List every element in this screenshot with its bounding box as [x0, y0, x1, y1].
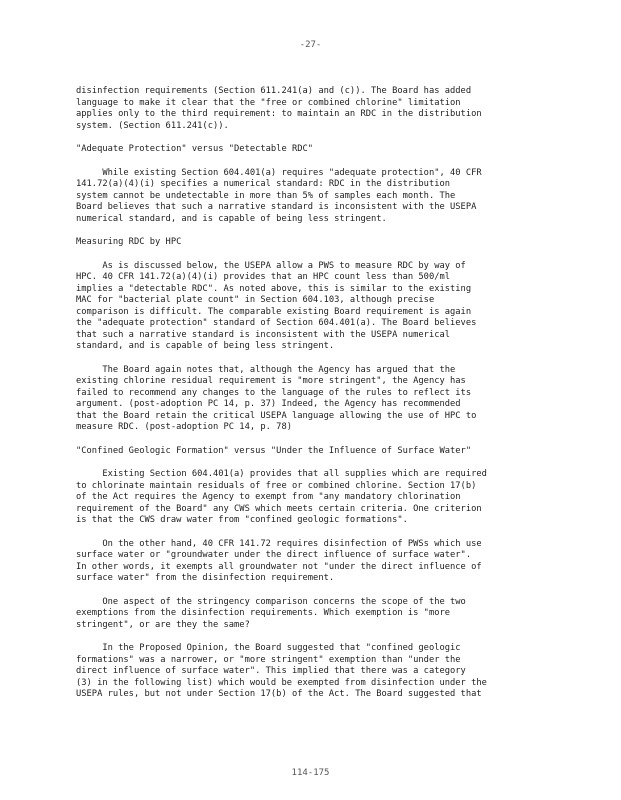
section-heading [76, 237, 556, 249]
text-line: that such a narrative standard is inconsistent with the USEPA numerical [76, 329, 451, 340]
text-line: measure RDC. (post-adoption PC 14, p. 78) [76, 422, 292, 432]
text-line: language to make it clear that the "free or combined chlorine" limitation [76, 97, 461, 108]
text-line: As is discussed below, the USEPA allow a PWS to measure RDC by way of [76, 260, 466, 271]
text-line: MAC for "bacterial plate count" in Section 604.103, although precise [76, 295, 435, 305]
text-line: requirement of the Board" any CWS which meets certain criteria. One criterion [76, 503, 482, 514]
paragraph [76, 643, 556, 701]
text-line: (3) in the following list) which would be exempted from disinfection under the [76, 677, 487, 688]
text-line: that the Board retain the critical USEPA language allowing the use of HPC to [76, 410, 477, 421]
document-body [76, 86, 556, 713]
text-line: Existing Section 604.401(a) provides that all supplies which are required [76, 469, 487, 479]
text-line: 141.72(a)(4)(i) specifies a numerical standard: RDC in the distribution [76, 179, 451, 189]
text-line: USEPA rules, but not under Section 17(b) of the Act. The Board suggested that [76, 689, 482, 699]
text-line: of the Act requires the Agency to exempt from "any mandatory chlorination [76, 492, 461, 502]
text-line: is that the CWS draw water from "confined geologic formations". [76, 515, 408, 525]
text-line: failed to recommend any changes to the language of the rules to reflect its [76, 387, 472, 398]
text-line: On the other hand, 40 CFR 141.72 requires disinfection of PWSs which use [76, 538, 482, 549]
text-line: existing chlorine residual requirement is "more stringent", the Agency has [76, 376, 466, 386]
text-line: numerical standard, and is capable of being less stringent. [76, 213, 387, 224]
text-line: disinfection requirements (Section 611.241(a) and (c)). The Board has added [76, 86, 472, 96]
section-heading [76, 446, 556, 458]
text-line: argument. (post-adoption PC 14, p. 37) Indeed, the Agency has recommended [76, 399, 461, 409]
text-line: standard, and is capable of being less stringent. [76, 341, 335, 351]
paragraph [76, 597, 556, 632]
paragraph [76, 168, 556, 226]
text-line: surface water" from the disinfection requirement. [76, 573, 335, 583]
text-line: stringent", or are they the same? [76, 619, 250, 630]
text-line: to chlorinate maintain residuals of free or combined chlorine. Section 17(b) [76, 480, 477, 491]
text-line: One aspect of the stringency comparison concerns the scope of the two [76, 596, 466, 607]
text-line: The Board again notes that, although the Agency has argued that the [76, 364, 456, 375]
text-line: system cannot be undetectable in more than 5% of samples each month. The [76, 190, 456, 201]
text-line: formations" was a narrower, or "more stringent" exemption than "under the [76, 654, 461, 665]
text-line: comparison is difficult. The comparable existing Board requirement is again [76, 306, 472, 317]
section-heading [76, 144, 556, 156]
text-line: "Adequate Protection" versus "Detectable RDC" [76, 144, 314, 154]
text-line: implies a "detectable RDC". As noted above, this is similar to the existing [76, 283, 472, 294]
text-line: In other words, it exempts all groundwater not "under the direct influence of [76, 561, 482, 572]
text-line: While existing Section 604.401(a) requires "adequate protection", 40 CFR [76, 167, 482, 178]
text-line: system. (Section 611.241(c)). [76, 120, 229, 131]
text-line: HPC. 40 CFR 141.72(a)(4)(i) provides that an HPC count less than 500/ml [76, 272, 451, 282]
paragraph [76, 539, 556, 585]
paragraph [76, 86, 556, 132]
text-line: In the Proposed Opinion, the Board suggested that "confined geologic [76, 643, 461, 653]
page-number: -27- [299, 40, 322, 50]
text-line: applies only to the third requirement: to maintain an RDC in the distribution [76, 109, 482, 119]
text-line: surface water or "groundwater under the direct influence of surface water". [76, 550, 472, 560]
paragraph [76, 261, 556, 353]
text-line: Board believes that such a narrative standard is inconsistent with the USEPA [76, 202, 477, 212]
text-line: direct influence of surface water". This implied that there was a category [76, 666, 466, 676]
text-line: exemptions from the disinfection requirements. Which exemption is "more [76, 608, 451, 618]
text-line: "Confined Geologic Formation" versus "Under the Influence of Surface Water" [76, 445, 472, 456]
paragraph [76, 365, 556, 434]
text-line: Measuring RDC by HPC [76, 237, 182, 247]
text-line: the "adequate protection" standard of Section 604.401(a). The Board believes [76, 318, 477, 328]
paragraph [76, 469, 556, 527]
page-footer: 114-175 [291, 768, 330, 778]
